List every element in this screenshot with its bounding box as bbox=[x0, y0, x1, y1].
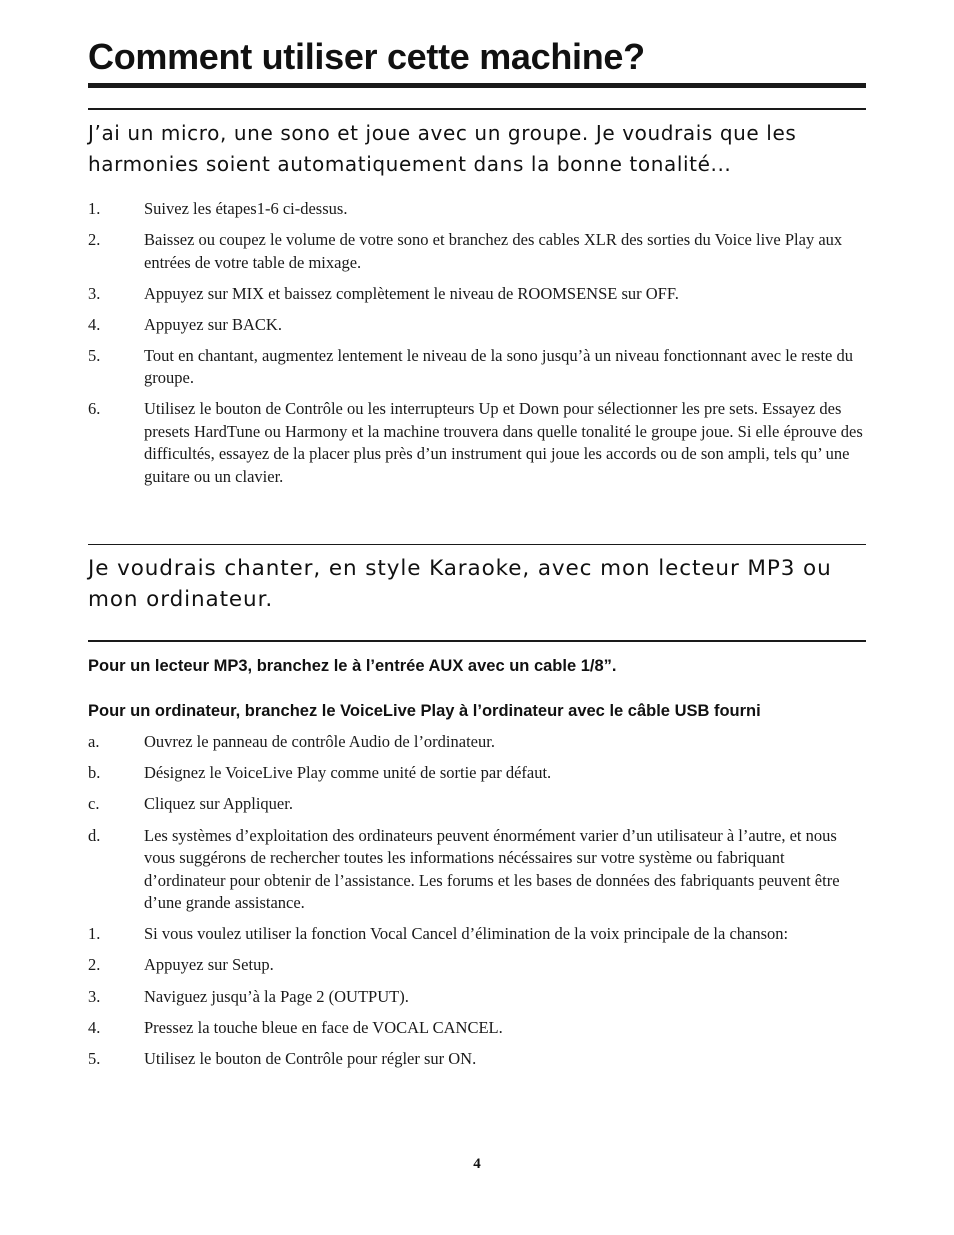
computer-note: Pour un ordinateur, branchez le VoiceLive Play à l’ordinateur avec le câble USB fourni bbox=[88, 702, 761, 720]
list-item-text: Appuyez sur Setup. bbox=[144, 955, 274, 975]
list-marker: 6. bbox=[88, 399, 101, 418]
list-item bbox=[88, 345, 868, 390]
section-divider bbox=[88, 544, 866, 545]
list-marker: 2. bbox=[88, 955, 101, 975]
list-marker: c. bbox=[88, 794, 100, 814]
list-item-text: Tout en chantant, augmentez lentement le niveau de la sono jusqu’à un niveau fonctionnant avec le reste du groupe. bbox=[144, 345, 854, 387]
list-marker: a. bbox=[88, 732, 100, 751]
list-marker: b. bbox=[88, 763, 101, 783]
list-item-text: Ouvrez le panneau de contrôle Audio de l’ordinateur. bbox=[144, 732, 495, 751]
title-underline bbox=[88, 83, 866, 88]
list-item-text: Si vous voulez utiliser la fonction Vocal Cancel d’élimination de la voix principale de la chanson: bbox=[144, 924, 789, 944]
list-item bbox=[88, 954, 868, 977]
section-divider bbox=[88, 640, 866, 642]
mp3-note: Pour un lecteur MP3, branchez le à l’entrée AUX avec un cable 1/8”. bbox=[88, 657, 617, 675]
list-item bbox=[88, 986, 868, 1009]
list-item-text: Baissez ou coupez le volume de votre sono et branchez des cables XLR des sorties du Voice live Play aux entrées de votre table de mixage. bbox=[144, 230, 843, 272]
page-number: 4 bbox=[473, 1156, 481, 1172]
list-item bbox=[88, 825, 868, 915]
list-marker: 3. bbox=[88, 986, 101, 1006]
list-marker: 1. bbox=[88, 924, 101, 944]
list-item bbox=[88, 731, 868, 754]
list-item-text: Désignez le VoiceLive Play comme unité de sortie par défaut. bbox=[144, 763, 552, 783]
list-item bbox=[88, 1048, 868, 1071]
list-marker: 2. bbox=[88, 230, 101, 249]
list-item bbox=[88, 283, 868, 306]
list-marker: 3. bbox=[88, 283, 101, 303]
list-item bbox=[88, 314, 868, 337]
list-item-text: Appuyez sur BACK. bbox=[144, 314, 282, 334]
section1-steps bbox=[88, 198, 868, 497]
list-item bbox=[88, 398, 868, 488]
list-marker: 5. bbox=[88, 345, 101, 365]
list-marker: d. bbox=[88, 825, 101, 845]
list-marker: 1. bbox=[88, 199, 101, 218]
list-item bbox=[88, 1017, 868, 1040]
section-divider bbox=[88, 108, 866, 110]
list-item-text: Les systèmes d’exploitation des ordinateurs peuvent énormément varier d’un utilisateur à l’autre, et nous vous suggérons de rechercher toutes les informations nécéssaires sur votre système ou fabriquant d’ordinateur pour obtenir de l’assistance. Les forums et les bases de données des fabriquants peuvent être d’une grande assistance. bbox=[144, 825, 840, 913]
list-item bbox=[88, 762, 868, 785]
section1-question: J’ai un micro, une sono et joue avec un groupe. Je voudrais que les harmonies soient automatiquement dans la bonne tonalité... bbox=[88, 121, 797, 176]
section2-question: Je voudrais chanter, en style Karaoke, avec mon lecteur MP3 ou mon ordinateur. bbox=[88, 556, 832, 612]
list-item-text: Naviguez jusqu’à la Page 2 (OUTPUT). bbox=[144, 986, 409, 1006]
list-item bbox=[88, 793, 868, 816]
list-item-text: Appuyez sur MIX et baissez complètement le niveau de ROOMSENSE sur OFF. bbox=[144, 283, 679, 303]
section2-steps bbox=[88, 731, 868, 1079]
list-item-text: Utilisez le bouton de Contrôle pour régler sur ON. bbox=[144, 1049, 477, 1068]
list-item-text: Utilisez le bouton de Contrôle ou les interrupteurs Up et Down pour sélectionner les pre sets. Essayez des presets HardTune ou Harmony et la machine trouvera dans quelle tonalité le groupe joue. Si elle éprouve des difficultés, essayez de la placer plus près d’un instrument qui joue les accords ou de son ampli, tels qu’ une guitare ou un clavier. bbox=[144, 399, 863, 486]
list-marker: 4. bbox=[88, 1017, 101, 1037]
list-item bbox=[88, 923, 868, 946]
list-marker: 4. bbox=[88, 314, 101, 334]
list-marker: 5. bbox=[88, 1049, 101, 1068]
list-item-text: Cliquez sur Appliquer. bbox=[144, 794, 293, 814]
page-title: Comment utiliser cette machine? bbox=[88, 36, 645, 77]
list-item-text: Pressez la touche bleue en face de VOCAL CANCEL. bbox=[144, 1017, 503, 1037]
list-item-text: Suivez les étapes1-6 ci-dessus. bbox=[144, 199, 348, 218]
list-item bbox=[88, 198, 868, 221]
list-item bbox=[88, 229, 868, 274]
